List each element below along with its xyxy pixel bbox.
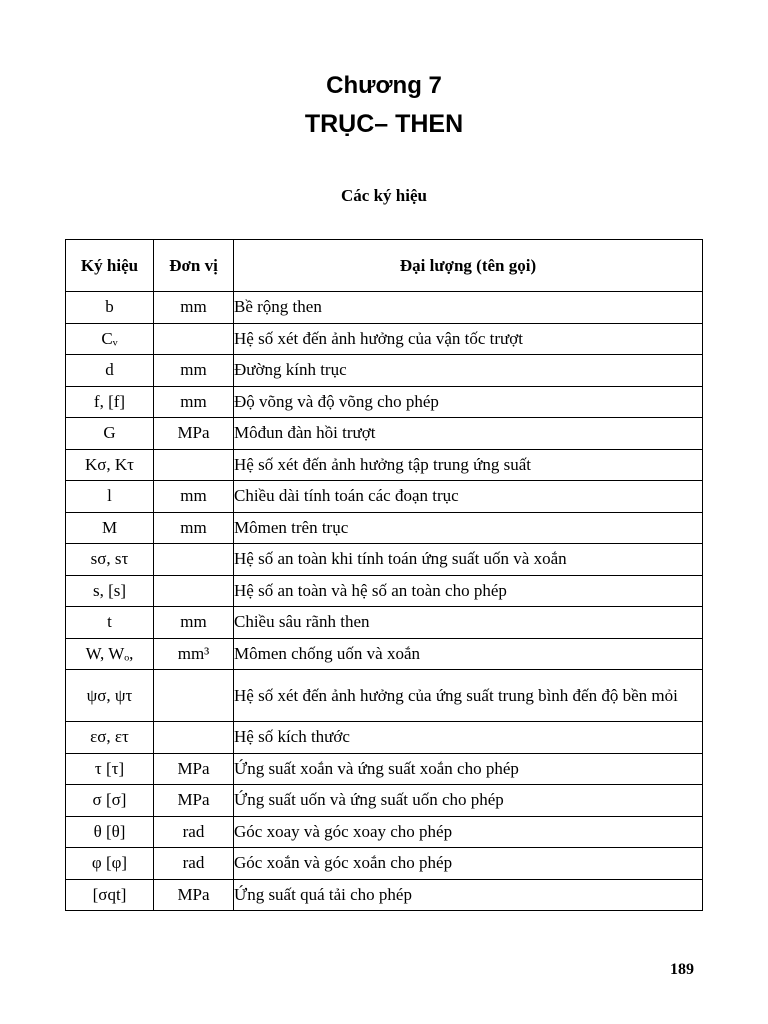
unit-cell: mm	[154, 386, 234, 418]
symbol-cell: s, [s]	[66, 575, 154, 607]
unit-cell: MPa	[154, 879, 234, 911]
quantity-cell: Đường kính trục	[234, 355, 703, 387]
symbol-cell: l	[66, 481, 154, 513]
symbol-cell: τ [τ]	[66, 753, 154, 785]
symbol-cell: b	[66, 292, 154, 324]
table-row	[66, 753, 703, 785]
table-row	[66, 449, 703, 481]
table-row	[66, 785, 703, 817]
table-row	[66, 323, 703, 355]
quantity-cell: Chiều sâu rãnh then	[234, 607, 703, 639]
quantity-cell: Hệ số xét đến ảnh hưởng tập trung ứng suất	[234, 449, 703, 481]
quantity-cell: Hệ số an toàn và hệ số an toàn cho phép	[234, 575, 703, 607]
quantity-cell: Bề rộng then	[234, 292, 703, 324]
unit-cell: MPa	[154, 418, 234, 450]
section-heading: Các ký hiệu	[341, 186, 427, 205]
quantity-cell: Góc xoay và góc xoay cho phép	[234, 816, 703, 848]
chapter-title: TRỤC– THEN	[304, 110, 464, 138]
table-row	[66, 544, 703, 576]
quantity-cell: Hệ số kích thước	[234, 722, 703, 754]
table-row	[66, 607, 703, 639]
quantity-cell: Mômen chống uốn và xoắn	[234, 638, 703, 670]
table-row	[66, 418, 703, 450]
symbol-cell: θ [θ]	[66, 816, 154, 848]
symbol-cell: M	[66, 512, 154, 544]
quantity-cell: Góc xoắn và góc xoắn cho phép	[234, 848, 703, 880]
table-row	[66, 575, 703, 607]
symbol-cell: f, [f]	[66, 386, 154, 418]
symbol-cell: t	[66, 607, 154, 639]
table-row	[66, 512, 703, 544]
table-header-row	[66, 240, 703, 292]
quantity-cell: Ứng suất uốn và ứng suất uốn cho phép	[234, 785, 703, 817]
unit-cell: mm	[154, 512, 234, 544]
unit-cell: MPa	[154, 753, 234, 785]
symbol-cell: [σqt]	[66, 879, 154, 911]
unit-cell: rad	[154, 848, 234, 880]
symbol-cell: εσ, ετ	[66, 722, 154, 754]
table-row	[66, 355, 703, 387]
table-row	[66, 386, 703, 418]
unit-cell: MPa	[154, 785, 234, 817]
table-row	[66, 670, 703, 722]
table-row	[66, 879, 703, 911]
symbol-cell: W, Wₒ,	[66, 638, 154, 670]
table-row	[66, 481, 703, 513]
unit-cell	[154, 575, 234, 607]
symbol-cell: d	[66, 355, 154, 387]
quantity-cell: Chiều dài tính toán các đoạn trục	[234, 481, 703, 513]
quantity-cell: Môđun đàn hồi trượt	[234, 418, 703, 450]
symbol-cell: G	[66, 418, 154, 450]
table-row	[66, 816, 703, 848]
symbol-cell: φ [φ]	[66, 848, 154, 880]
table-row	[66, 638, 703, 670]
table-row	[66, 722, 703, 754]
symbol-cell: sσ, sτ	[66, 544, 154, 576]
unit-cell: mm³	[154, 638, 234, 670]
symbol-cell: Cᵥ	[66, 323, 154, 355]
table-row	[66, 848, 703, 880]
table-row	[66, 292, 703, 324]
symbol-cell: σ [σ]	[66, 785, 154, 817]
quantity-cell: Hệ số xét đến ảnh hưởng của ứng suất trung bình đến độ bền mỏi	[234, 670, 703, 722]
quantity-cell: Hệ số xét đến ảnh hưởng của vận tốc trượt	[234, 323, 703, 355]
quantity-cell: Ứng suất quá tải cho phép	[234, 879, 703, 911]
unit-cell: mm	[154, 607, 234, 639]
symbol-cell: Kσ, Kτ	[66, 449, 154, 481]
unit-cell: mm	[154, 481, 234, 513]
chapter-number: Chương 7	[326, 72, 442, 99]
unit-cell: mm	[154, 292, 234, 324]
unit-cell: rad	[154, 816, 234, 848]
quantity-cell: Hệ số an toàn khi tính toán ứng suất uốn và xoắn	[234, 544, 703, 576]
symbol-cell: ψσ, ψτ	[66, 670, 154, 722]
unit-cell	[154, 544, 234, 576]
column-header-symbol: Ký hiệu	[66, 240, 154, 292]
unit-cell	[154, 323, 234, 355]
quantity-cell: Ứng suất xoắn và ứng suất xoắn cho phép	[234, 753, 703, 785]
column-header-quantity: Đại lượng (tên gọi)	[234, 240, 703, 292]
unit-cell	[154, 722, 234, 754]
quantity-cell: Mômen trên trục	[234, 512, 703, 544]
page-number: 189	[670, 961, 694, 978]
symbols-table	[65, 239, 703, 911]
unit-cell	[154, 449, 234, 481]
unit-cell	[154, 670, 234, 722]
unit-cell: mm	[154, 355, 234, 387]
column-header-unit: Đơn vị	[154, 240, 234, 292]
quantity-cell: Độ võng và độ võng cho phép	[234, 386, 703, 418]
